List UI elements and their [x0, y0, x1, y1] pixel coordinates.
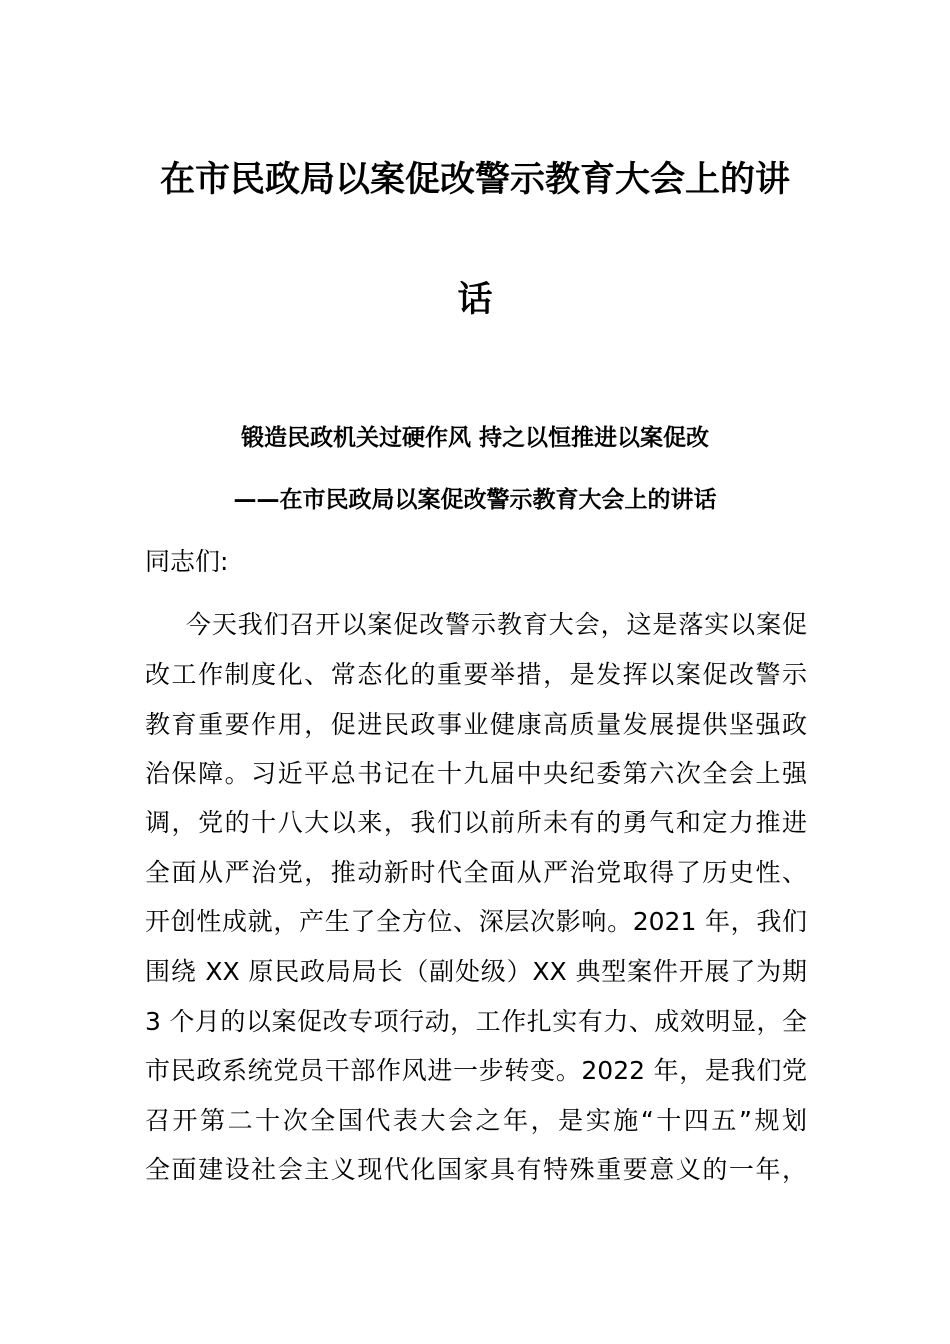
document-title-line-2: 话 [457, 280, 493, 320]
body-line: 全面建设社会主义现代化国家具有特殊重要意义的一年， [145, 1155, 807, 1184]
body-line: 改工作制度化、常态化的重要举措，是发挥以案促改警示 [145, 660, 807, 689]
body-line: 3 个月的以案促改专项行动，工作扎实有力、成效明显，全 [145, 1007, 807, 1036]
body-line: 调，党的十八大以来，我们以前所未有的勇气和定力推进 [145, 808, 807, 837]
body-line: 市民政系统党员干部作风进一步转变。2022 年，是我们党 [145, 1056, 807, 1085]
document-title-line-1: 在市民政局以案促改警示教育大会上的讲 [159, 160, 790, 200]
body-line: 今天我们召开以案促改警示教育大会，这是落实以案促 [160, 610, 807, 639]
salutation: 同志们: [145, 547, 229, 576]
body-line: 教育重要作用，促进民政事业健康高质量发展提供坚强政 [145, 710, 807, 739]
body-line: 召开第二十次全国代表大会之年，是实施“十四五”规划 [145, 1106, 807, 1135]
body-line: 围绕 XX 原民政局局长（副处级）XX 典型案件开展了为期 [145, 957, 807, 986]
speech-occasion-line: ——在市民政局以案促改警示教育大会上的讲话 [233, 487, 717, 513]
body-line: 全面从严治党，推动新时代全面从严治党取得了历史性、 [145, 858, 807, 887]
body-line: 治保障。习近平总书记在十九届中央纪委第六次全会上强 [145, 759, 807, 788]
body-line: 开创性成就，产生了全方位、深层次影响。2021 年，我们 [145, 907, 807, 936]
speech-subtitle: 锻造民政机关过硬作风 持之以恒推进以案促改 [240, 425, 709, 451]
